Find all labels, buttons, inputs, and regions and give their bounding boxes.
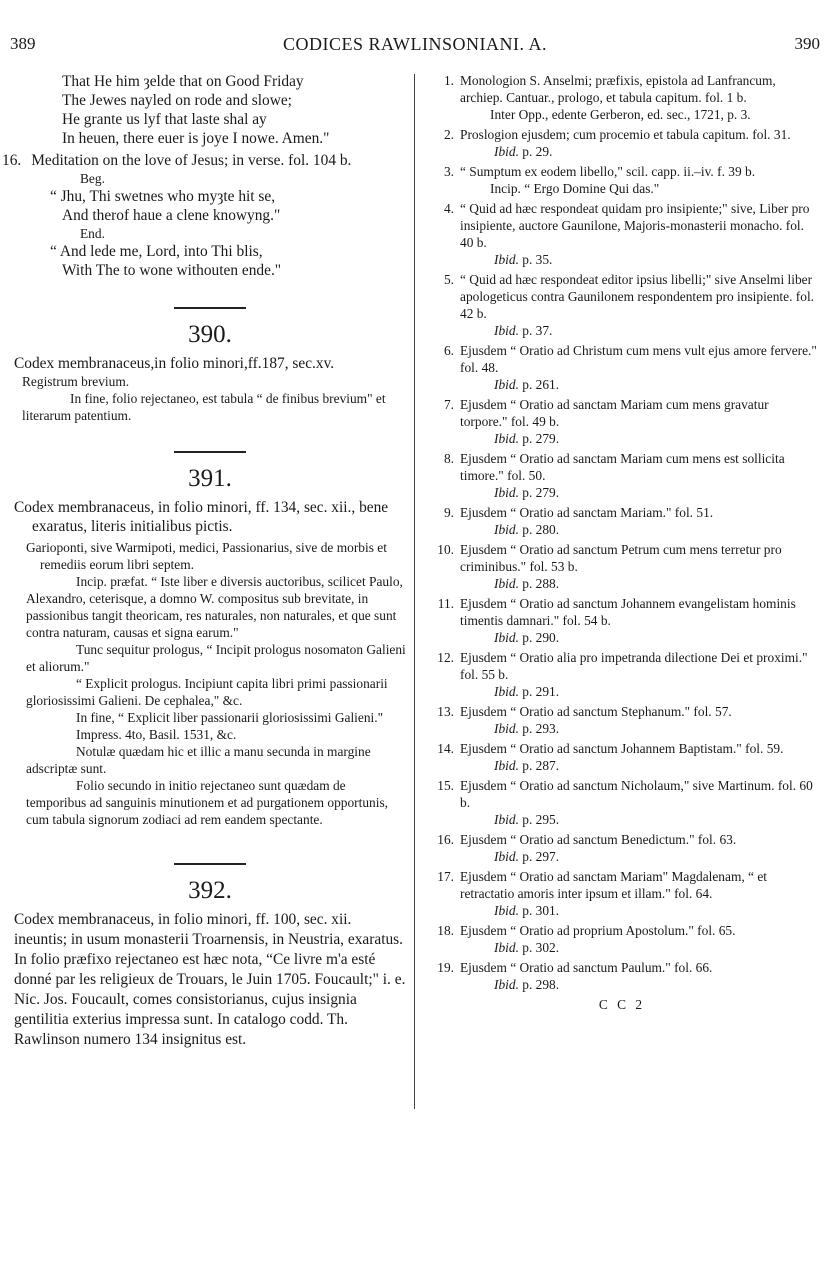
item-number: 7.: [443, 397, 454, 412]
item-reference: [426, 683, 818, 700]
codex-391-paragraph: Impress. 4to, Basil. 1531, &c.: [76, 727, 237, 742]
section-rule: [14, 852, 406, 870]
item-number: 16.: [2, 152, 22, 169]
page-reference: p. 293.: [518, 721, 560, 736]
item-reference: [426, 902, 818, 919]
codex-392-description: Codex membranaceus, in folio minori, ff. 100, sec. xii. ineuntis; in usum monasterii Troarnensis, in Neustria, exaratus. In folio præfixo rejectaneo est hæc nota, “Ce livre m'a esté donné par les religieux de Trouars, le Juin 1705. Foucault;" i. e. Nic. Jos. Foucault, comes consistorianus, cujus insignia gentilitia exterius impressa sunt. In catalogo codd. Th. Rawlinson numero 134 insignitus est.: [14, 911, 406, 1048]
item-number: 1.: [443, 73, 454, 88]
ibid-label: Ibid.: [494, 630, 519, 645]
contents-list: [426, 72, 818, 993]
item-reference: [426, 629, 818, 646]
list-item: [426, 740, 818, 774]
ibid-label: Ibid.: [494, 721, 519, 736]
item-text: Ejusdem “ Oratio ad sanctam Mariam cum mens est sollicita timore." fol. 50.: [460, 451, 785, 483]
list-item: [426, 450, 818, 501]
item-reference: [426, 251, 818, 268]
page-reference: p. 301.: [518, 903, 560, 918]
item-number: 5.: [443, 272, 454, 287]
beg-label: Beg.: [80, 171, 105, 186]
codex-392-number: 392.: [188, 877, 232, 904]
item-number: 18.: [437, 923, 454, 938]
list-item: [426, 200, 818, 268]
page-reference: p. 35.: [518, 252, 553, 267]
item-number: 19.: [437, 960, 454, 975]
list-item: [426, 126, 818, 160]
codex-390-note: In fine, folio rejectaneo, est tabula “ de finibus brevium" et literarum patentium.: [22, 391, 386, 423]
end-line: “ And lede me, Lord, into Thi blis,: [50, 243, 263, 260]
item-text: Monologion S. Anselmi; præfixis, epistola ad Lanfrancum, archiep. Cantuar., prologo, et tabula capitum. fol. 1 b.: [460, 73, 776, 105]
poem-line: That He him ȝelde that on Good Friday: [62, 73, 304, 90]
item-text: Proslogion ejusdem; cum procemio et tabula capitum. fol. 31.: [460, 127, 791, 142]
list-item: [426, 396, 818, 447]
item-16: [2, 151, 406, 170]
ibid-label: Ibid.: [494, 977, 519, 992]
section-rule: [14, 296, 406, 314]
item-text: Ejusdem “ Oratio ad sanctum Johannem evangelistam hominis timentis damnari." fol. 54 b.: [460, 596, 796, 628]
list-item: [426, 777, 818, 828]
page-reference: p. 37.: [518, 323, 553, 338]
ibid-label: Ibid.: [494, 758, 519, 773]
item-number: 4.: [443, 201, 454, 216]
codex-390-description: Codex membranaceus,in folio minori,ff.187, sec.xv.: [14, 355, 335, 372]
ibid-label: Ibid.: [494, 812, 519, 827]
ibid-label: Ibid.: [494, 684, 519, 699]
item-number: 12.: [437, 650, 454, 665]
item-number: 9.: [443, 505, 454, 520]
page-reference: p. 280.: [518, 522, 560, 537]
codex-391-title: Garioponti, sive Warmipoti, medici, Passionarius, sive de morbis et remediis eorum libri septem.: [26, 540, 387, 572]
ibid-label: Ibid.: [494, 377, 519, 392]
list-item: [426, 703, 818, 737]
item-text: Ejusdem “ Oratio ad sanctam Mariam" Magdalenam, “ et retractatio amoris inter ipsum et illam." fol. 64.: [460, 869, 768, 901]
poem-line: The Jewes nayled on rode and slowe;: [62, 92, 292, 109]
item-number: 2.: [443, 127, 454, 142]
item-reference: [426, 376, 818, 393]
ibid-label: Ibid.: [494, 252, 519, 267]
item-text: Ejusdem “ Oratio ad sanctam Mariam cum mens gravatur torpore." fol. 49 b.: [460, 397, 769, 429]
page-number-right: 390: [794, 34, 820, 53]
codex-391-paragraph: Incip. præfat. “ Iste liber e diversis auctoribus, scilicet Paulo, Alexandro, ceterisque, a domno W. compositus sub brevitate, in passionibus tangit theoricam, res naturales, non naturales, et que sunt contra naturam, causas et signa earum.": [26, 574, 403, 640]
codex-391-paragraph: “ Explicit prologus. Incipiunt capita libri primi passionarii gloriosissimi Galieni. De cephalea," &c.: [26, 676, 388, 708]
list-item: [426, 541, 818, 592]
list-item: [426, 342, 818, 393]
item-number: 15.: [437, 778, 454, 793]
item-reference: [426, 430, 818, 447]
item-number: 14.: [437, 741, 454, 756]
page-reference: p. 295.: [518, 812, 560, 827]
page-reference: p. 279.: [518, 485, 560, 500]
ibid-label: Ibid.: [494, 940, 519, 955]
item-reference: [426, 848, 818, 865]
codex-391-number: 391.: [188, 465, 232, 492]
item-text: Ejusdem “ Oratio ad proprium Apostolum." fol. 65.: [460, 923, 736, 938]
ibid-label: Ibid.: [494, 431, 519, 446]
ibid-label: Ibid.: [494, 903, 519, 918]
right-column: [426, 72, 818, 1013]
page-reference: p. 297.: [518, 849, 560, 864]
item-text: Ejusdem “ Oratio ad sanctam Mariam." fol. 51.: [460, 505, 714, 520]
left-column: [2, 72, 406, 1050]
item-reference: [426, 143, 818, 160]
ibid-label: Ibid.: [494, 522, 519, 537]
item-extra: Inter Opp., edente Gerberon, ed. sec., 1721, p. 3.: [490, 107, 751, 122]
item-text: Ejusdem “ Oratio ad sanctum Petrum cum mens terretur pro criminibus." fol. 53 b.: [460, 542, 782, 574]
item-text: “ Quid ad hæc respondeat quidam pro insipiente;" sive, Liber pro insipiente, auctore Gaunilone, Majoris-monasterii monacho. fol. 40 b.: [460, 201, 810, 250]
codex-391-paragraph: Tunc sequitur prologus, “ Incipit prologus nosomaton Galieni et aliorum.": [26, 642, 406, 674]
item-reference: [426, 322, 818, 339]
item-text: Ejusdem “ Oratio alia pro impetranda dilectione Dei et proximi." fol. 55 b.: [460, 650, 808, 682]
page-reference: p. 298.: [518, 977, 560, 992]
item-reference: [426, 757, 818, 774]
codex-390-title: Registrum brevium.: [22, 374, 130, 389]
ibid-label: Ibid.: [494, 849, 519, 864]
item-reference: [426, 521, 818, 538]
end-line: With The to wone withouten ende.": [62, 262, 282, 279]
beg-line: “ Jhu, Thi swetnes who myȝte hit se,: [50, 188, 276, 205]
codex-391-paragraph: In fine, “ Explicit liber passionarii gloriosissimi Galieni.": [76, 710, 384, 725]
item-extra: Incip. “ Ergo Domine Qui das.": [490, 181, 660, 196]
column-divider: [414, 74, 415, 1109]
codex-391-description: Codex membranaceus, in folio minori, ff. 134, sec. xii., bene exaratus, literis initialibus pictis.: [14, 499, 389, 535]
item-number: 3.: [443, 164, 454, 179]
list-item: [426, 595, 818, 646]
item-text: Meditation on the love of Jesus; in verse. fol. 104 b.: [31, 152, 352, 169]
page-reference: p. 29.: [518, 144, 553, 159]
page-reference: p. 290.: [518, 630, 560, 645]
item-number: 8.: [443, 451, 454, 466]
item-text: “ Quid ad hæc respondeat editor ipsius libelli;" sive Anselmi liber apologeticus contra Gaunilonem respondentem pro insipiente. fol. 42 b.: [460, 272, 815, 321]
item-number: 16.: [437, 832, 454, 847]
codex-391-paragraph: Notulæ quædam hic et illic a manu secunda in margine adscriptæ sunt.: [26, 744, 371, 776]
page-reference: p. 261.: [518, 377, 560, 392]
page-reference: p. 288.: [518, 576, 560, 591]
item-text: “ Sumptum ex eodem libello," scil. capp. ii.–iv. f. 39 b.: [460, 164, 756, 179]
signature-mark: C C 2: [598, 997, 646, 1012]
list-item: [426, 163, 818, 197]
item-text: Ejusdem “ Oratio ad Christum cum mens vult ejus amore fervere." fol. 48.: [460, 343, 817, 375]
poem-line: He grante us lyf that laste shal ay: [62, 111, 267, 128]
ibid-label: Ibid.: [494, 323, 519, 338]
list-item: [426, 72, 818, 123]
page-reference: p. 291.: [518, 684, 560, 699]
item-number: 13.: [437, 704, 454, 719]
poem-line: In heuen, there euer is joye I nowe. Amen.": [62, 130, 330, 147]
item-number: 10.: [437, 542, 454, 557]
item-number: 11.: [437, 596, 454, 611]
item-reference: [426, 939, 818, 956]
item-reference: [426, 720, 818, 737]
ibid-label: Ibid.: [494, 485, 519, 500]
page-reference: p. 287.: [518, 758, 560, 773]
item-reference: [426, 976, 818, 993]
list-item: [426, 922, 818, 956]
codex-390-number: 390.: [188, 321, 232, 348]
running-head: CODICES RAWLINSONIANI. A.: [282, 34, 548, 54]
item-reference: [426, 484, 818, 501]
ibid-label: Ibid.: [494, 144, 519, 159]
codex-391-paragraph: Folio secundo in initio rejectaneo sunt quædam de temporibus ad sanguinis minutionem et ad purgationem opportunis, cum tabula signorum zodiaci ad rem eandem spectante.: [26, 778, 388, 827]
list-item: [426, 868, 818, 919]
item-number: 6.: [443, 343, 454, 358]
page-reference: p. 279.: [518, 431, 560, 446]
end-label: End.: [80, 226, 105, 241]
item-text: Ejusdem “ Oratio ad sanctum Benedictum." fol. 63.: [460, 832, 737, 847]
page-number-left: 389: [10, 34, 36, 53]
ibid-label: Ibid.: [494, 576, 519, 591]
item-number: 17.: [437, 869, 454, 884]
item-text: Ejusdem “ Oratio ad sanctum Paulum." fol. 66.: [460, 960, 713, 975]
section-rule: [14, 440, 406, 458]
beg-line: And therof haue a clene knowyng.": [62, 207, 281, 224]
page-header: [10, 34, 820, 58]
list-item: [426, 959, 818, 993]
list-item: [426, 649, 818, 700]
page-reference: p. 302.: [518, 940, 560, 955]
list-item: [426, 271, 818, 339]
item-text: Ejusdem “ Oratio ad sanctum Johannem Baptistam." fol. 59.: [460, 741, 784, 756]
item-text: Ejusdem “ Oratio ad sanctum Stephanum." fol. 57.: [460, 704, 732, 719]
list-item: [426, 504, 818, 538]
item-reference: [426, 575, 818, 592]
item-reference: [426, 811, 818, 828]
list-item: [426, 831, 818, 865]
item-text: Ejusdem “ Oratio ad sanctum Nicholaum," sive Martinum. fol. 60 b.: [460, 778, 813, 810]
